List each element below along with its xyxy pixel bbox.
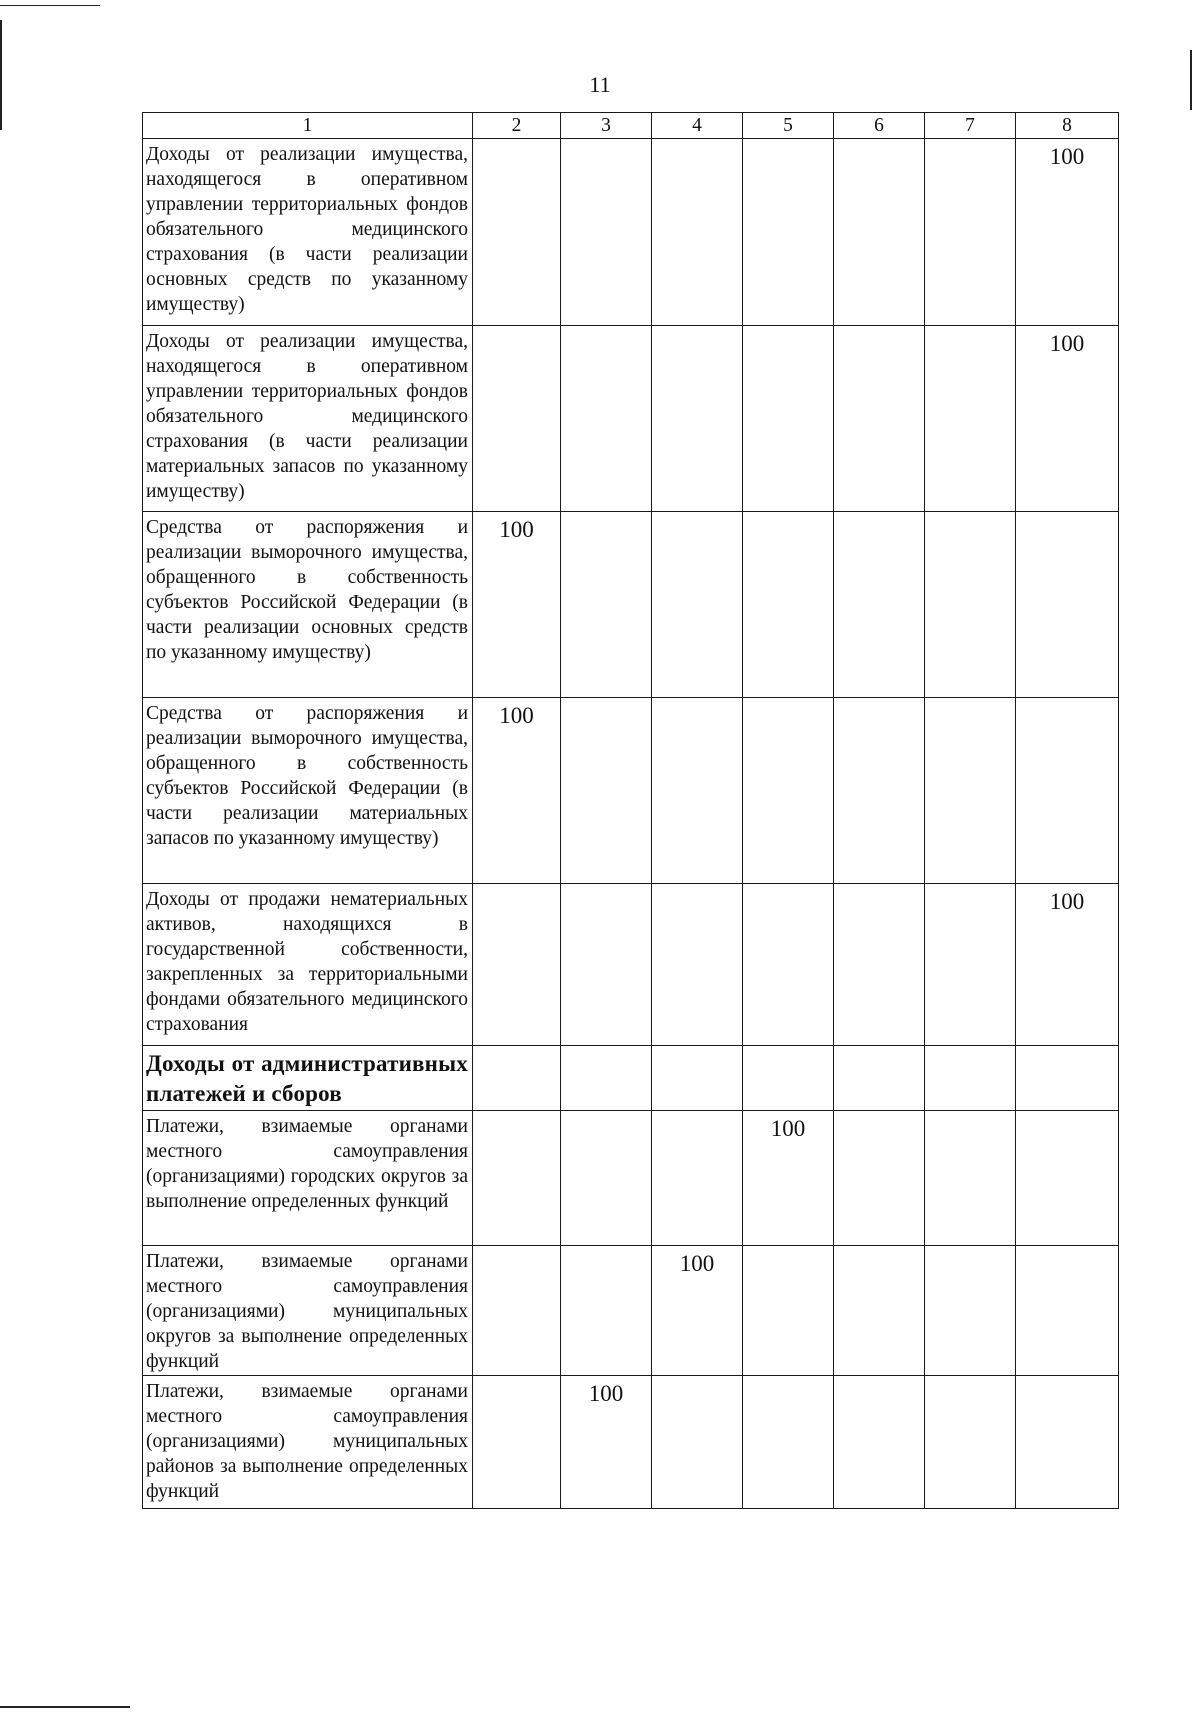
column-header: 7 [925, 113, 1016, 139]
section-heading: Доходы от административных платежей и сборов [143, 1046, 473, 1111]
percent-cell-col-6 [834, 1376, 925, 1509]
percent-cell-col-2 [473, 1246, 561, 1376]
percent-cell-col-4 [652, 698, 743, 884]
table-row [143, 326, 1119, 512]
percent-cell-col-7 [925, 512, 1016, 698]
percent-cell-col-8 [1016, 1376, 1119, 1509]
percent-cell-col-5 [743, 139, 834, 326]
revenue-allocation-table [142, 112, 1119, 1509]
column-header: 2 [473, 113, 561, 139]
percent-cell-col-4 [652, 139, 743, 326]
revenue-description: Доходы от реализации имущества, находящегося в оперативном управлении территориальных фондов обязательного медицинского страхования (в части реализации основных средств по указанному имуществу) [143, 139, 473, 326]
percent-cell-col-2 [473, 326, 561, 512]
percent-cell-col-3 [561, 1046, 652, 1111]
revenue-description: Платежи, взимаемые органами местного самоуправления (организациями) городских округов за выполнение определенных функций [143, 1111, 473, 1246]
percent-cell-col-4 [652, 1046, 743, 1111]
section-heading-row [143, 1046, 1119, 1111]
percent-cell-col-7 [925, 1376, 1016, 1509]
percent-cell-col-4 [652, 512, 743, 698]
percent-cell-col-5 [743, 1046, 834, 1111]
percent-cell-col-7 [925, 698, 1016, 884]
page-number: 11 [589, 72, 611, 97]
percent-cell-col-7 [925, 139, 1016, 326]
percent-cell-col-6 [834, 1046, 925, 1111]
revenue-description: Средства от распоряжения и реализации выморочного имущества, обращенного в собственность субъектов Российской Федерации (в части реализации основных средств по указанному имуществу) [143, 512, 473, 698]
percent-cell-col-8: 100 [1016, 139, 1119, 326]
percent-cell-col-4 [652, 1376, 743, 1509]
scan-edge-bottom [0, 1706, 130, 1708]
percent-cell-col-7 [925, 884, 1016, 1046]
percent-cell-col-5 [743, 698, 834, 884]
percent-cell-col-3 [561, 1111, 652, 1246]
percent-cell-col-7 [925, 1046, 1016, 1111]
percent-cell-col-8 [1016, 698, 1119, 884]
percent-cell-col-3 [561, 512, 652, 698]
percent-cell-col-3 [561, 326, 652, 512]
percent-cell-col-7 [925, 326, 1016, 512]
percent-cell-col-6 [834, 512, 925, 698]
table-row [143, 698, 1119, 884]
percent-cell-col-5 [743, 1246, 834, 1376]
column-header: 5 [743, 113, 834, 139]
percent-cell-col-2 [473, 884, 561, 1046]
percent-cell-col-5 [743, 326, 834, 512]
percent-cell-col-5 [743, 1376, 834, 1509]
revenue-description: Средства от распоряжения и реализации выморочного имущества, обращенного в собственность субъектов Российской Федерации (в части реализации материальных запасов по указанному имуществу) [143, 698, 473, 884]
table-row [143, 1246, 1119, 1376]
percent-cell-col-7 [925, 1246, 1016, 1376]
column-header: 4 [652, 113, 743, 139]
percent-cell-col-6 [834, 698, 925, 884]
revenue-description: Платежи, взимаемые органами местного самоуправления (организациями) муниципальных районов за выполнение определенных функций [143, 1376, 473, 1509]
revenue-description: Доходы от реализации имущества, находящегося в оперативном управлении территориальных фондов обязательного медицинского страхования (в части реализации материальных запасов по указанному имуществу) [143, 326, 473, 512]
percent-cell-col-2 [473, 1376, 561, 1509]
scan-edge-top [0, 5, 100, 6]
revenue-description: Доходы от продажи нематериальных активов, находящихся в государственной собственности, закрепленных за территориальными фондами обязательного медицинского страхования [143, 884, 473, 1046]
percent-cell-col-4 [652, 884, 743, 1046]
percent-cell-col-8 [1016, 1046, 1119, 1111]
percent-cell-col-7 [925, 1111, 1016, 1246]
percent-cell-col-6 [834, 1246, 925, 1376]
percent-cell-col-3 [561, 884, 652, 1046]
percent-cell-col-2 [473, 1111, 561, 1246]
percent-cell-col-6 [834, 326, 925, 512]
percent-cell-col-3 [561, 139, 652, 326]
revenue-description: Платежи, взимаемые органами местного самоуправления (организациями) муниципальных округов за выполнение определенных функций [143, 1246, 473, 1376]
percent-cell-col-5 [743, 512, 834, 698]
percent-cell-col-2 [473, 1046, 561, 1111]
percent-cell-col-3 [561, 1246, 652, 1376]
percent-cell-col-6 [834, 139, 925, 326]
percent-cell-col-3 [561, 698, 652, 884]
table-row [143, 1111, 1119, 1246]
percent-cell-col-4 [652, 1111, 743, 1246]
column-header: 8 [1016, 113, 1119, 139]
table-row [143, 1376, 1119, 1509]
percent-cell-col-3: 100 [561, 1376, 652, 1509]
percent-cell-col-4: 100 [652, 1246, 743, 1376]
percent-cell-col-8 [1016, 512, 1119, 698]
table-row [143, 512, 1119, 698]
percent-cell-col-6 [834, 1111, 925, 1246]
percent-cell-col-8 [1016, 1246, 1119, 1376]
percent-cell-col-2 [473, 139, 561, 326]
percent-cell-col-8: 100 [1016, 326, 1119, 512]
percent-cell-col-6 [834, 884, 925, 1046]
table-row [143, 139, 1119, 326]
column-header: 3 [561, 113, 652, 139]
percent-cell-col-2: 100 [473, 698, 561, 884]
percent-cell-col-8 [1016, 1111, 1119, 1246]
percent-cell-col-8: 100 [1016, 884, 1119, 1046]
percent-cell-col-2: 100 [473, 512, 561, 698]
column-number-row [143, 113, 1119, 139]
percent-cell-col-4 [652, 326, 743, 512]
column-header: 1 [143, 113, 473, 139]
column-header: 6 [834, 113, 925, 139]
percent-cell-col-5: 100 [743, 1111, 834, 1246]
table-row [143, 884, 1119, 1046]
percent-cell-col-5 [743, 884, 834, 1046]
